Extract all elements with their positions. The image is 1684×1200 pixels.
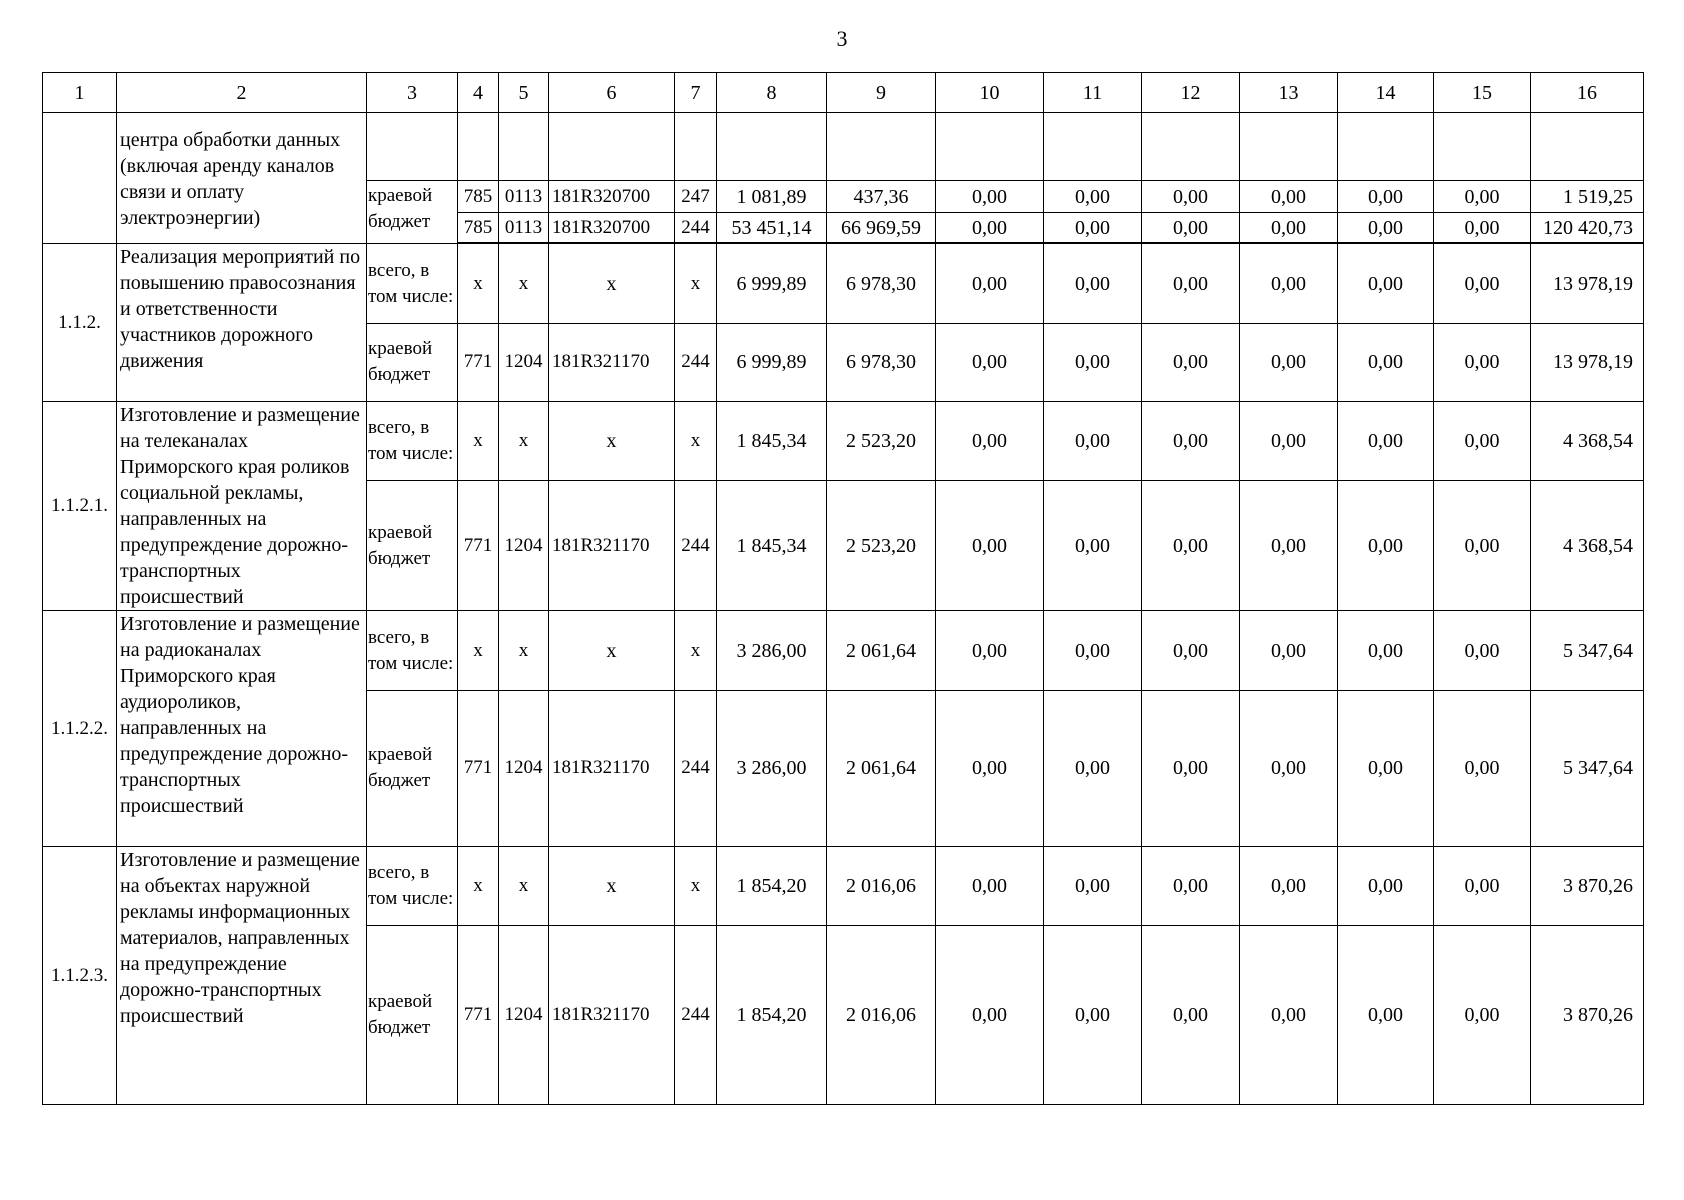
value-col-8: 53 451,14 — [717, 213, 827, 243]
value-col-15: 0,00 — [1434, 401, 1531, 481]
target-article: 181R320700 — [549, 181, 675, 213]
value-col-14: 0,00 — [1338, 213, 1434, 243]
funding-source: краевой бюджет — [367, 690, 458, 846]
empty-cell — [1044, 113, 1142, 181]
ministry-code: х — [458, 401, 499, 481]
column-number: 11 — [1044, 73, 1142, 113]
value-col-9: 2 016,06 — [827, 847, 936, 926]
ministry-code: 785 — [458, 213, 499, 243]
section-code: 1204 — [499, 323, 549, 401]
expense-type: х — [675, 244, 717, 323]
value-col-15: 0,00 — [1434, 181, 1531, 213]
expense-type: 244 — [675, 481, 717, 611]
table-row-total — [43, 847, 1644, 926]
value-col-12: 0,00 — [1142, 401, 1240, 481]
value-col-16: 3 870,26 — [1531, 847, 1644, 926]
item-id: 1.1.2.1. — [43, 401, 117, 611]
section-code: 1204 — [499, 481, 549, 611]
value-col-8: 1 845,34 — [717, 401, 827, 481]
section-code: 0113 — [499, 181, 549, 213]
column-number: 3 — [367, 73, 458, 113]
value-col-8: 6 999,89 — [717, 244, 827, 323]
item-description: Изготовление и размещение на радиоканалах Приморского края аудиороликов, направленных на предупреждение дорожно-транспортных происшествий — [117, 611, 367, 847]
value-col-14: 0,00 — [1338, 847, 1434, 926]
expense-type: х — [675, 611, 717, 690]
target-article: 181R321170 — [549, 690, 675, 846]
value-col-11: 0,00 — [1044, 323, 1142, 401]
column-number: 2 — [117, 73, 367, 113]
value-col-15: 0,00 — [1434, 323, 1531, 401]
funding-source: краевой бюджет — [367, 323, 458, 401]
value-col-10: 0,00 — [936, 847, 1044, 926]
target-article: 181R321170 — [549, 926, 675, 1105]
value-col-10: 0,00 — [936, 926, 1044, 1105]
ministry-code: 785 — [458, 181, 499, 213]
value-col-11: 0,00 — [1044, 926, 1142, 1105]
column-number: 15 — [1434, 73, 1531, 113]
expense-type: 244 — [675, 213, 717, 243]
value-col-13: 0,00 — [1240, 401, 1338, 481]
value-col-11: 0,00 — [1044, 181, 1142, 213]
column-number: 5 — [499, 73, 549, 113]
column-number-row — [43, 73, 1644, 113]
empty-cell — [1338, 113, 1434, 181]
value-col-14: 0,00 — [1338, 611, 1434, 690]
value-col-12: 0,00 — [1142, 481, 1240, 611]
value-col-16: 5 347,64 — [1531, 611, 1644, 690]
value-col-12: 0,00 — [1142, 244, 1240, 323]
funding-source: всего, в том числе: — [367, 244, 458, 323]
value-col-16: 13 978,19 — [1531, 323, 1644, 401]
target-article: 181R321170 — [549, 323, 675, 401]
value-col-12: 0,00 — [1142, 690, 1240, 846]
value-col-8: 1 845,34 — [717, 481, 827, 611]
funding-source: краевой бюджет — [367, 181, 458, 244]
funding-source: всего, в том числе: — [367, 847, 458, 926]
empty-cell — [549, 113, 675, 181]
value-col-10: 0,00 — [936, 323, 1044, 401]
section-code: х — [499, 401, 549, 481]
item-description: Изготовление и размещение на объектах наружной рекламы информационных материалов, направленных на предупреждение дорожно-транспортных происшествий — [117, 847, 367, 1105]
page-number: 3 — [836, 26, 848, 51]
column-number: 10 — [936, 73, 1044, 113]
table-row-total — [43, 611, 1644, 690]
ministry-code: 771 — [458, 323, 499, 401]
section-code: х — [499, 611, 549, 690]
target-article: 181R320700 — [549, 213, 675, 243]
value-col-9: 6 978,30 — [827, 323, 936, 401]
column-number: 4 — [458, 73, 499, 113]
value-col-10: 0,00 — [936, 213, 1044, 243]
column-number: 1 — [43, 73, 117, 113]
value-col-10: 0,00 — [936, 244, 1044, 323]
item-id: 1.1.2.2. — [43, 611, 117, 847]
ministry-code: 771 — [458, 926, 499, 1105]
empty-cell — [827, 113, 936, 181]
column-number: 12 — [1142, 73, 1240, 113]
ministry-code: 771 — [458, 481, 499, 611]
column-number: 16 — [1531, 73, 1644, 113]
value-col-13: 0,00 — [1240, 847, 1338, 926]
value-col-12: 0,00 — [1142, 213, 1240, 243]
section-code: х — [499, 244, 549, 323]
value-col-16: 4 368,54 — [1531, 401, 1644, 481]
value-col-13: 0,00 — [1240, 181, 1338, 213]
table-row-total — [43, 244, 1644, 323]
column-number: 14 — [1338, 73, 1434, 113]
expense-type: х — [675, 401, 717, 481]
continuation-top-row — [43, 113, 1644, 181]
value-col-16: 120 420,73 — [1531, 213, 1644, 243]
value-col-9: 2 061,64 — [827, 690, 936, 846]
value-col-14: 0,00 — [1338, 926, 1434, 1105]
value-col-14: 0,00 — [1338, 401, 1434, 481]
value-col-13: 0,00 — [1240, 244, 1338, 323]
value-col-9: 2 523,20 — [827, 481, 936, 611]
empty-cell — [675, 113, 717, 181]
value-col-15: 0,00 — [1434, 926, 1531, 1105]
value-col-12: 0,00 — [1142, 926, 1240, 1105]
item-id: 1.1.2.3. — [43, 847, 117, 1105]
empty-cell — [1240, 113, 1338, 181]
value-col-10: 0,00 — [936, 481, 1044, 611]
ministry-code: х — [458, 847, 499, 926]
column-number: 6 — [549, 73, 675, 113]
ministry-code: 771 — [458, 690, 499, 846]
value-col-12: 0,00 — [1142, 847, 1240, 926]
value-col-14: 0,00 — [1338, 181, 1434, 213]
budget-table — [42, 72, 1644, 1105]
value-col-13: 0,00 — [1240, 611, 1338, 690]
value-col-8: 3 286,00 — [717, 690, 827, 846]
value-col-10: 0,00 — [936, 690, 1044, 846]
value-col-11: 0,00 — [1044, 481, 1142, 611]
value-col-8: 3 286,00 — [717, 611, 827, 690]
value-col-14: 0,00 — [1338, 481, 1434, 611]
value-col-13: 0,00 — [1240, 323, 1338, 401]
funding-source: краевой бюджет — [367, 481, 458, 611]
value-col-15: 0,00 — [1434, 690, 1531, 846]
ministry-code: х — [458, 611, 499, 690]
target-article: х — [549, 244, 675, 323]
value-col-15: 0,00 — [1434, 481, 1531, 611]
value-col-8: 1 854,20 — [717, 847, 827, 926]
empty-cell — [1142, 113, 1240, 181]
ministry-code: х — [458, 244, 499, 323]
target-article: х — [549, 401, 675, 481]
value-col-9: 2 016,06 — [827, 926, 936, 1105]
empty-cell — [1434, 113, 1531, 181]
target-article: х — [549, 847, 675, 926]
value-col-16: 5 347,64 — [1531, 690, 1644, 846]
item-description: Изготовление и размещение на телеканалах Приморского края роликов социальной рекламы, направленных на предупреждение дорожно-транспортных происшествий — [117, 401, 367, 611]
column-number: 9 — [827, 73, 936, 113]
value-col-11: 0,00 — [1044, 244, 1142, 323]
expense-type: 247 — [675, 181, 717, 213]
funding-source: всего, в том числе: — [367, 611, 458, 690]
item-id-cell — [43, 113, 117, 244]
expense-type: 244 — [675, 690, 717, 846]
value-col-11: 0,00 — [1044, 213, 1142, 243]
column-number: 8 — [717, 73, 827, 113]
table-row-total — [43, 401, 1644, 481]
value-col-16: 3 870,26 — [1531, 926, 1644, 1105]
column-number: 7 — [675, 73, 717, 113]
value-col-11: 0,00 — [1044, 690, 1142, 846]
value-col-9: 6 978,30 — [827, 244, 936, 323]
item-description: Реализация мероприятий по повышению правосознания и ответственности участников дорожного движения — [117, 244, 367, 401]
value-col-8: 6 999,89 — [717, 323, 827, 401]
value-col-8: 1 854,20 — [717, 926, 827, 1105]
value-col-16: 4 368,54 — [1531, 481, 1644, 611]
empty-cell — [1531, 113, 1644, 181]
value-col-10: 0,00 — [936, 611, 1044, 690]
empty-cell — [499, 113, 549, 181]
value-col-14: 0,00 — [1338, 323, 1434, 401]
value-col-13: 0,00 — [1240, 213, 1338, 243]
value-col-13: 0,00 — [1240, 926, 1338, 1105]
value-col-9: 2 523,20 — [827, 401, 936, 481]
item-description: центра обработки данных (включая аренду каналов связи и оплату электроэнергии) — [117, 113, 367, 244]
value-col-13: 0,00 — [1240, 481, 1338, 611]
empty-cell — [936, 113, 1044, 181]
value-col-16: 1 519,25 — [1531, 181, 1644, 213]
empty-cell — [458, 113, 499, 181]
section-code: 0113 — [499, 213, 549, 243]
value-col-15: 0,00 — [1434, 244, 1531, 323]
value-col-12: 0,00 — [1142, 611, 1240, 690]
expense-type: 244 — [675, 926, 717, 1105]
funding-source: краевой бюджет — [367, 926, 458, 1105]
target-article: х — [549, 611, 675, 690]
value-col-9: 437,36 — [827, 181, 936, 213]
expense-type: х — [675, 847, 717, 926]
value-col-9: 66 969,59 — [827, 213, 936, 243]
item-id: 1.1.2. — [43, 244, 117, 401]
value-col-10: 0,00 — [936, 181, 1044, 213]
value-col-15: 0,00 — [1434, 611, 1531, 690]
empty-cell — [717, 113, 827, 181]
value-col-15: 0,00 — [1434, 847, 1531, 926]
empty-cell — [367, 113, 458, 181]
section-code: х — [499, 847, 549, 926]
value-col-10: 0,00 — [936, 401, 1044, 481]
value-col-11: 0,00 — [1044, 401, 1142, 481]
target-article: 181R321170 — [549, 481, 675, 611]
value-col-13: 0,00 — [1240, 690, 1338, 846]
value-col-11: 0,00 — [1044, 847, 1142, 926]
column-number: 13 — [1240, 73, 1338, 113]
value-col-12: 0,00 — [1142, 181, 1240, 213]
value-col-8: 1 081,89 — [717, 181, 827, 213]
section-code: 1204 — [499, 690, 549, 846]
value-col-15: 0,00 — [1434, 213, 1531, 243]
expense-type: 244 — [675, 323, 717, 401]
value-col-16: 13 978,19 — [1531, 244, 1644, 323]
value-col-14: 0,00 — [1338, 244, 1434, 323]
funding-source: всего, в том числе: — [367, 401, 458, 481]
value-col-12: 0,00 — [1142, 323, 1240, 401]
value-col-11: 0,00 — [1044, 611, 1142, 690]
value-col-14: 0,00 — [1338, 690, 1434, 846]
section-code: 1204 — [499, 926, 549, 1105]
value-col-9: 2 061,64 — [827, 611, 936, 690]
